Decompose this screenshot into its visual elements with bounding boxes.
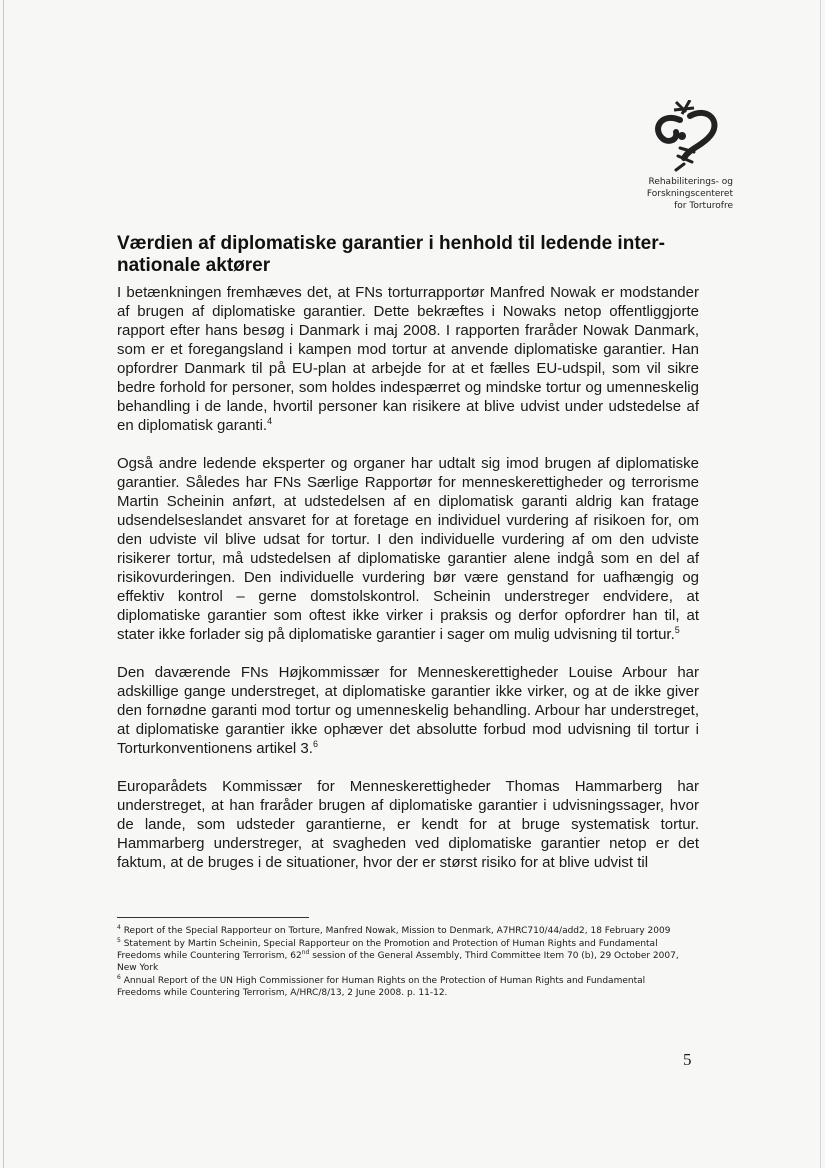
- ordinal-suffix: nd: [301, 949, 310, 956]
- footnote-number: 6: [117, 974, 121, 981]
- paragraph-arbour: [117, 663, 699, 758]
- footnote-number: 4: [117, 924, 121, 931]
- organization-line-3: for Torturofre: [674, 201, 733, 211]
- organization-line-2: Forskningscenteret: [646, 189, 733, 199]
- footnote-divider: [117, 917, 309, 918]
- paragraph-text: Den daværende FNs Højkommissær for Menneskerettigheder Louise Arbour har adskillige gange understreget, at diplomatiske garantier ikke virker, og at de ikke giver den fornødne garanti mod tortur og umenneskelig behandling. Arbour har understreget, at diplomatiske garantier ikke ophæver det absolutte forbud mod udvisning til tortur i Torturkonventionens artikel 3.: [117, 664, 699, 757]
- footnote-text: Report of the Special Rapporteur on Torture, Manfred Nowak, Mission to Denmark, A7HRC710/44/add2, 18 February 2009: [123, 926, 671, 936]
- paragraph-scheinin: [117, 454, 699, 644]
- paragraph-nowak: [117, 283, 699, 435]
- organization-line-1: Rehabiliterings- og: [648, 177, 733, 187]
- paragraph-hammarberg: [117, 777, 699, 872]
- section-title-line-1: Værdien af diplomatiske garantier i henhold til ledende inter-: [117, 233, 665, 254]
- footnote-6: [117, 975, 687, 999]
- footnote-ref[interactable]: 4: [267, 416, 273, 426]
- organization-name: [647, 176, 733, 212]
- body-text: [117, 283, 699, 891]
- footnotes: [117, 925, 687, 1000]
- footnote-5: [117, 938, 687, 974]
- page-number: 5: [683, 1050, 692, 1069]
- scan-edge-left: [3, 0, 4, 1168]
- paragraph-text: Også andre ledende eksperter og organer har udtalt sig imod brugen af diplomatiske garantier. Således har FNs Særlige Rapportør for menneskerettigheder og terrorisme Martin Scheinin anført, at udstedelsen af en diplomatisk garanti aldrig kan fratage udsendelseslandet ansvaret for at foretage en individuel vurdering af risikoen for, om den udviste vil blive udsat for tortur. I den individuelle vurdering af om den udviste risikerer tortur, må udstedelsen af diplomatiske garantier alene indgå som en del af risikovurderingen. Den individuelle vurdering bør være genstand for uafhængig og effektiv kontrol – gerne domstolskontrol. Scheinin understreger endvidere, at diplomatiske garantier som oftest ikke virker i praksis og derfor opfordrer han til, at stater ikke forlader sig på diplomatiske garantier i sager om mulig udvisning til tortur.: [117, 455, 699, 643]
- footnote-text: Statement by Martin Scheinin, Special Rapporteur on the Promotion and Protection of Human Rights and Fundamental Freedoms while Countering Terrorism, 62: [117, 939, 658, 961]
- scan-edge-right: [820, 0, 821, 1168]
- footnote-4: [117, 925, 687, 937]
- footnote-text-continued: session of the General Assembly, Third Committee Item 70 (b), 29 October 2007, New York: [117, 951, 679, 973]
- footnote-text: Annual Report of the UN High Commissioner for Human Rights on the Protection of Human Rights and Fundamental Freedoms while Countering Terrorism, A/HRC/8/13, 2 June 2008. p. 11-12.: [117, 976, 646, 998]
- footnote-number: 5: [117, 937, 121, 944]
- footnote-ref[interactable]: 6: [312, 739, 318, 749]
- paragraph-text: Europarådets Kommissær for Menneskerettigheder Thomas Hammarberg har understreget, at han fraråder brugen af diplomatiske garantier i udvisningssager, hvor de lande, som udsteder garantierne, er kendt for at bruge systematisk tortur. Hammarberg understreger, at svagheden ved diplomatiske garantier netop er det faktum, at de bruges i de situationer, hvor der er størst risiko for at blive udvist til: [117, 778, 699, 871]
- paragraph-text: I betænkningen fremhæves det, at FNs torturrapportør Manfred Nowak er modstander af brugen af diplomatiske garantier. Dette bekræftes i Nowaks netop offentliggjorte rapport efter hans besøg i Danmark i maj 2008. I rapporten fraråder Nowak Danmark, som er et foregangsland i kampen mod tortur at anvende diplomatiske garantier. Han opfordrer Danmark til på EU-plan at arbejde for at et fælles EU-udspil, som vil sikre bedre forhold for personer, som holdes indespærret og mindske tortur og umenneskelig behandling i de lande, hvortil personer kan risikere at blive udvist under udstedelse af en diplomatisk garanti.: [117, 284, 699, 434]
- footnote-ref[interactable]: 5: [674, 625, 680, 635]
- section-title-line-2: nationale aktører: [117, 255, 271, 276]
- section-title: [117, 233, 707, 277]
- organization-logo-icon: [650, 100, 722, 172]
